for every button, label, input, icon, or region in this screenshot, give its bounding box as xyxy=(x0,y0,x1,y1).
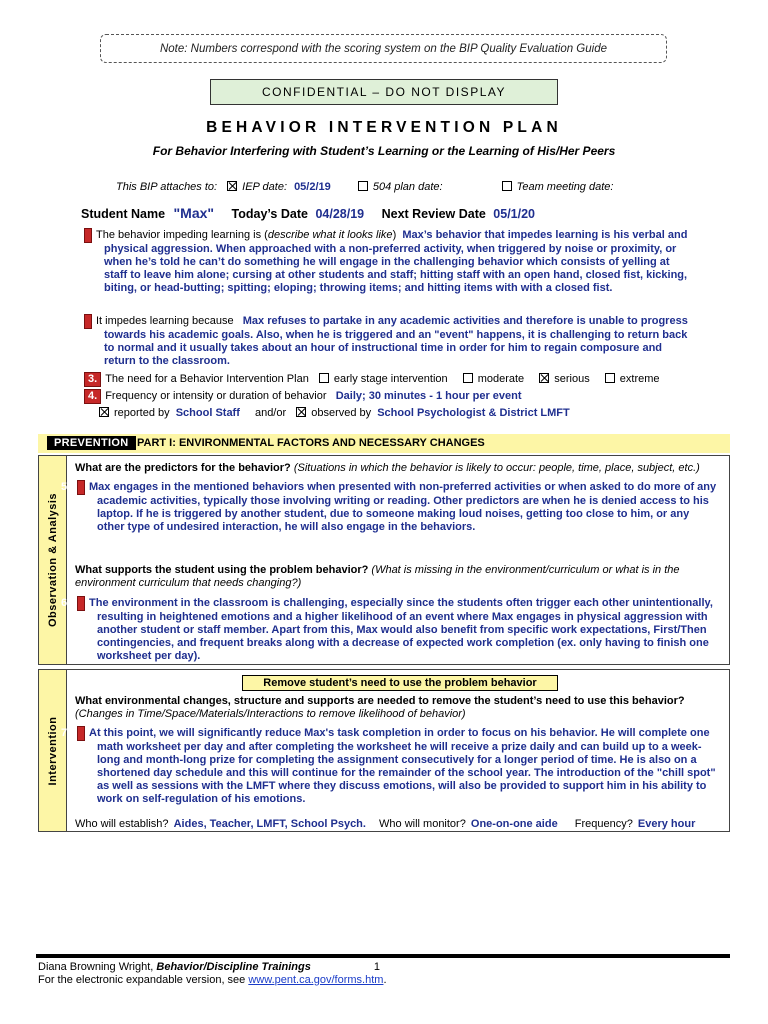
predictors-question-italic: (Situations in which the behavior is likely to occur: people, time, place, subject, etc.) xyxy=(293,462,700,474)
student-name-value[interactable]: "Max" xyxy=(173,205,215,221)
intervention-side-text: Intervention xyxy=(46,716,59,785)
intervention-question-bold: What environmental changes, structure and supports are needed to remove the student’s need to use this behavior? xyxy=(75,695,685,707)
footer-link[interactable]: www.pent.ca.gov/forms.htm xyxy=(248,974,384,986)
intervention-question-italic: (Changes in Time/Space/Materials/Interactions to remove likelihood of behavior) xyxy=(75,708,466,720)
monitor-label: Who will monitor? xyxy=(379,818,466,830)
note-box xyxy=(100,34,667,63)
predictors-answer[interactable]: Max engages in the mentioned behaviors when presented with non-preferred activities or when asked to do more of any academic activities, typically those involving writing or reading. Other predictors are when he is denied access to his laptop. If he is triggered by another student, due to someone making loud noises, getting too close to him, or any other type of undesired interaction, he will also engage in the behaviors. xyxy=(89,481,717,533)
item-4-answer[interactable]: Daily; 30 minutes - 1 hour per event xyxy=(335,390,522,402)
establish-label: Who will establish? xyxy=(75,818,169,830)
iep-checkbox[interactable] xyxy=(227,181,237,191)
prevention-badge: PREVENTION xyxy=(47,436,136,450)
predictors-question-bold: What are the predictors for the behavior? xyxy=(75,462,291,474)
remove-need-banner: Remove student’s need to use the problem behavior xyxy=(242,675,558,691)
part-1-heading: PART I: ENVIRONMENTAL FACTORS AND NECESSARY CHANGES xyxy=(137,437,485,449)
review-date-label: Next Review Date xyxy=(381,207,486,221)
moderate-label: moderate xyxy=(477,373,525,385)
intervention-side-label xyxy=(39,670,67,831)
footer-trainings: Behavior/Discipline Trainings xyxy=(156,961,311,973)
observation-side-text: Observation & Analysis xyxy=(46,492,59,628)
student-row xyxy=(81,205,535,221)
intervention-question xyxy=(75,695,719,721)
item-3 xyxy=(84,372,694,387)
number-badge: 1. xyxy=(84,228,92,243)
plan504-label: 504 plan date: xyxy=(372,181,443,193)
footer-link-end: . xyxy=(383,974,387,986)
team-meeting-checkbox[interactable] xyxy=(502,181,512,191)
confidential-banner xyxy=(210,79,558,105)
supports-question-italic: (What is missing in the environment/curriculum or what is in the environment curriculum that needs changing?) xyxy=(75,564,680,589)
attach-label: This BIP attaches to: xyxy=(116,181,218,193)
frequency-value[interactable]: Every hour xyxy=(637,818,696,830)
establish-value[interactable]: Aides, Teacher, LMFT, School Psych. xyxy=(173,818,366,830)
reported-value[interactable]: School Staff xyxy=(175,407,240,419)
item-1-label-italic: describe what it looks like xyxy=(267,229,393,241)
serious-label: serious xyxy=(554,373,590,385)
plan504-checkbox[interactable] xyxy=(358,181,368,191)
extreme-label: extreme xyxy=(619,373,660,385)
student-name-label: Student Name xyxy=(81,207,166,221)
item-4-label: Frequency or intensity or duration of behavior xyxy=(105,390,327,402)
observation-section xyxy=(38,455,730,665)
item-3-label: The need for a Behavior Intervention Plan xyxy=(105,373,309,385)
iep-date[interactable]: 05/2/19 xyxy=(294,181,331,193)
extreme-checkbox[interactable] xyxy=(605,373,615,383)
moderate-checkbox[interactable] xyxy=(463,373,473,383)
number-badge: 4. xyxy=(84,389,101,404)
todays-date-value[interactable]: 04/28/19 xyxy=(315,207,365,221)
frequency-label: Frequency? xyxy=(574,818,633,830)
intervention-section xyxy=(38,669,730,832)
supports-question-bold: What supports the student using the problem behavior? xyxy=(75,564,369,576)
andor-label: and/or xyxy=(254,407,287,419)
monitor-value[interactable]: One-on-one aide xyxy=(470,818,558,830)
supports-answer-block xyxy=(61,596,719,663)
reported-checkbox[interactable] xyxy=(99,407,109,417)
page-subtitle: For Behavior Interfering with Student’s Learning or the Learning of His/Her Peers xyxy=(152,144,616,158)
confidential-text: CONFIDENTIAL – DO NOT DISPLAY xyxy=(262,85,506,99)
item-1-answer[interactable]: Max’s behavior that impedes learning is his verbal and physical aggression. When approached with a non-preferred activity, when triggered by noise or proximity, or when he’s told he can’t do something he will engage in the challenging behavior which consists of yelling at staff to leave him alone; cursing at other students and staff; hitting staff with an open hand, closed fist, kicking, biting, or head-butting; spitting; eloping; throwing items; and hitting items with with a closed fist. xyxy=(104,229,688,294)
iep-label: IEP date: xyxy=(242,181,287,193)
footer xyxy=(38,961,387,987)
item-1-label-a: The behavior impeding learning is ( xyxy=(96,229,268,241)
serious-checkbox[interactable] xyxy=(539,373,549,383)
number-badge: 7. xyxy=(77,726,85,741)
reported-label: reported by xyxy=(114,407,170,419)
number-badge: 5. xyxy=(77,480,85,495)
todays-date-label: Today’s Date xyxy=(231,207,308,221)
item-2-answer[interactable]: Max refuses to partake in any academic activities and therefore is unable to progress towards his academic goals. Also, when he is triggered and an "event" happens, it is challenging to return back to normal and it usually takes about an hour of instructional time in order for him to regain composure and return to the classroom. xyxy=(104,315,688,367)
footer-divider xyxy=(36,954,730,958)
team-meeting-label: Team meeting date: xyxy=(516,181,614,193)
number-badge: 3. xyxy=(84,372,101,387)
supports-answer[interactable]: The environment in the classroom is challenging, especially since the students often trigger each other unintentionally, resulting in heightened emotions and a higher likelihood of an event where Max engages in physical aggression with another student or staff member. Apart from this, Max would also benefit from specific work expectations, First/Then contingencies, and frequent breaks along with a decrease of expected work completion (ex. only having to finish one worksheet per day). xyxy=(89,597,713,662)
predictors-answer-block xyxy=(61,480,719,534)
item-1-label-b: ) xyxy=(392,229,397,241)
footer-line2: For the electronic expandable version, see xyxy=(38,974,249,986)
attach-row xyxy=(116,181,613,193)
supports-question xyxy=(75,564,719,590)
review-date-value[interactable]: 05/1/20 xyxy=(493,207,536,221)
observed-label: observed by xyxy=(311,407,372,419)
intervention-answer[interactable]: At this point, we will significantly reduce Max's task completion in order to focus on his behavior. He will complete one math worksheet per day and after completing the worksheet he will receive a prize daily and can build up to a week-long and month-long prize for completing the assignment consecutively for a longer period of time. He is also on a shortened day schedule and this will continue for the remainder of the school year. The introduction of the "chill spot" as well as sessions with the LMFT where they discuss emotions, will also be provided to support him in his ability to work on self-regulation of his emotions. xyxy=(89,727,716,805)
number-badge: 6. xyxy=(77,596,85,611)
footer-author: Diana Browning Wright, xyxy=(38,961,157,973)
number-badge: 2. xyxy=(84,314,92,329)
predictors-question xyxy=(75,462,719,475)
observed-checkbox[interactable] xyxy=(296,407,306,417)
note-text: Note: Numbers correspond with the scoring system on the BIP Quality Evaluation Guide xyxy=(159,42,607,55)
item-4 xyxy=(84,389,694,420)
page-title: BEHAVIOR INTERVENTION PLAN xyxy=(206,119,562,136)
early-stage-label: early stage intervention xyxy=(333,373,448,385)
early-stage-checkbox[interactable] xyxy=(319,373,329,383)
intervention-answer-block xyxy=(61,726,719,806)
page-number: 1 xyxy=(373,961,381,973)
item-2 xyxy=(68,314,694,368)
responsibility-row xyxy=(75,818,719,831)
item-1 xyxy=(68,228,694,295)
item-2-label: It impedes learning because xyxy=(96,315,234,327)
observed-value[interactable]: School Psychologist & District LMFT xyxy=(377,407,570,419)
